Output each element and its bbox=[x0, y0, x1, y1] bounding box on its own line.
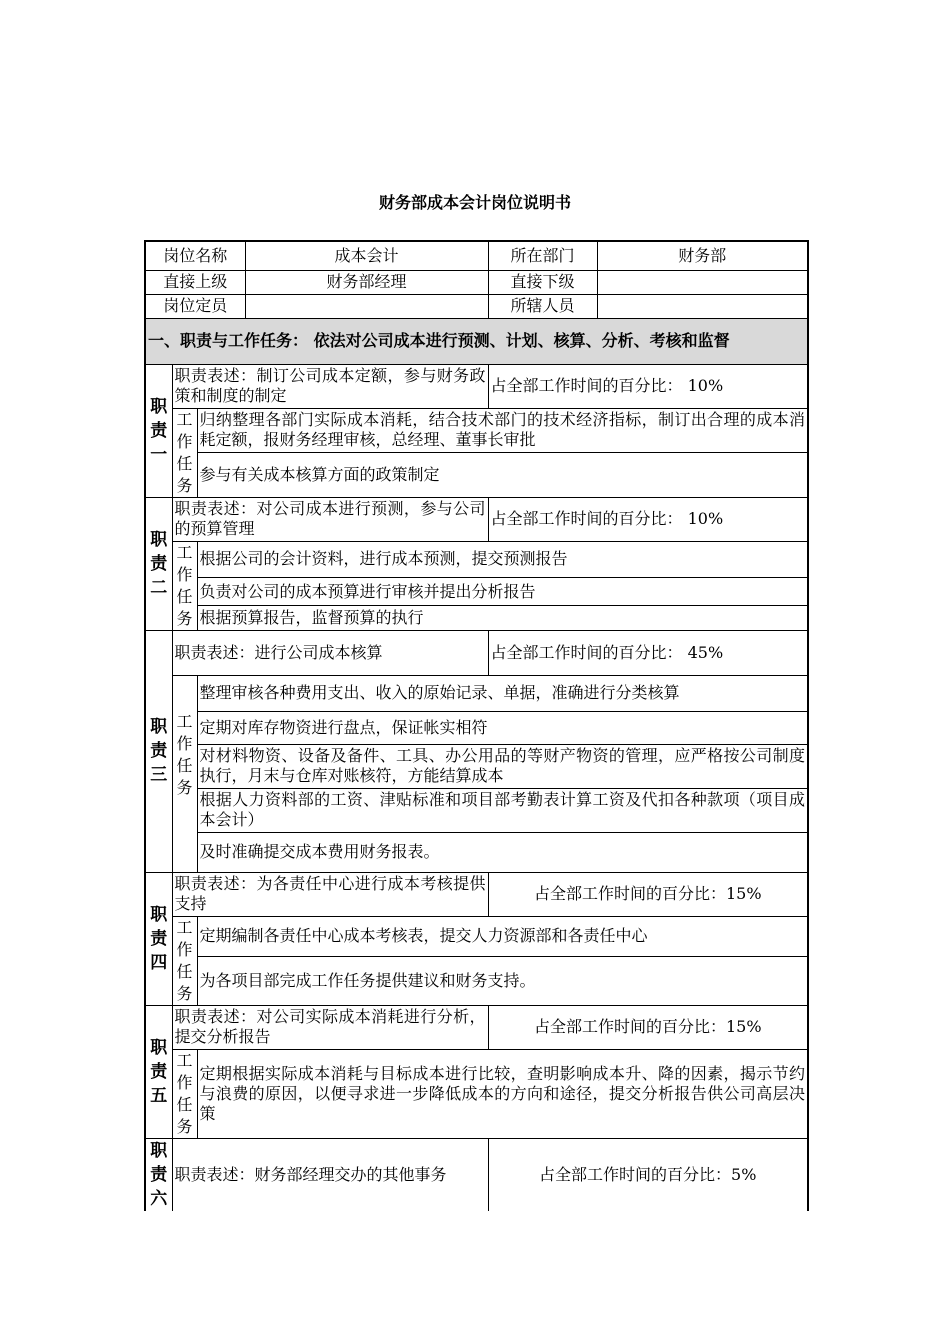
duty-label: 职责六 bbox=[145, 1138, 172, 1211]
info-row bbox=[145, 270, 808, 294]
duty-description: 职责表述：对公司成本进行预测，参与公司的预算管理 bbox=[172, 497, 488, 541]
duty-label: 职责三 bbox=[145, 630, 172, 872]
duty-percentage: 占全部工作时间的百分比： 10% bbox=[488, 497, 808, 541]
job-description-table bbox=[144, 240, 809, 1211]
label-direct-superior: 直接上级 bbox=[145, 270, 245, 294]
duty-description-row bbox=[145, 630, 808, 675]
task-row bbox=[145, 541, 808, 578]
task-item: 负责对公司的成本预算进行审核并提出分析报告 bbox=[197, 578, 808, 606]
info-row bbox=[145, 294, 808, 318]
task-item: 根据预算报告，监督预算的执行 bbox=[197, 605, 808, 630]
label-department: 所在部门 bbox=[488, 241, 597, 270]
duty-description-row bbox=[145, 872, 808, 916]
task-row bbox=[145, 832, 808, 872]
duty-percentage: 占全部工作时间的百分比： 10% bbox=[488, 364, 808, 408]
duty-percentage: 占全部工作时间的百分比：5% bbox=[488, 1138, 808, 1211]
info-row bbox=[145, 241, 808, 270]
task-label: 工作任务 bbox=[172, 1049, 197, 1138]
duty-percentage: 占全部工作时间的百分比：15% bbox=[488, 872, 808, 916]
task-row bbox=[145, 788, 808, 832]
task-row bbox=[145, 744, 808, 788]
task-row bbox=[145, 711, 808, 744]
duty-percentage: 占全部工作时间的百分比：15% bbox=[488, 1005, 808, 1049]
section-heading-row bbox=[145, 318, 808, 364]
task-label: 工作任务 bbox=[172, 541, 197, 630]
label-direct-subordinate: 直接下级 bbox=[488, 270, 597, 294]
value-subordinates bbox=[597, 294, 808, 318]
duty-description: 职责表述：制订公司成本定额，参与财务政策和制度的制定 bbox=[172, 364, 488, 408]
task-item: 整理审核各种费用支出、收入的原始记录、单据，准确进行分类核算 bbox=[197, 675, 808, 711]
task-item: 根据公司的会计资料，进行成本预测，提交预测报告 bbox=[197, 541, 808, 578]
duty-description-row bbox=[145, 1138, 808, 1211]
label-position-name: 岗位名称 bbox=[145, 241, 245, 270]
label-subordinates: 所辖人员 bbox=[488, 294, 597, 318]
task-row bbox=[145, 1049, 808, 1138]
duty-description-row bbox=[145, 497, 808, 541]
task-row bbox=[145, 956, 808, 1005]
duty-label: 职责五 bbox=[145, 1005, 172, 1138]
task-row bbox=[145, 675, 808, 711]
task-row bbox=[145, 408, 808, 453]
task-item: 根据人力资料部的工资、津贴标准和项目部考勤表计算工资及代扣各种款项（项目成本会计） bbox=[197, 788, 808, 832]
value-department: 财务部 bbox=[597, 241, 808, 270]
task-item: 参与有关成本核算方面的政策制定 bbox=[197, 453, 808, 498]
duty-label: 职责一 bbox=[145, 364, 172, 497]
document-title: 财务部成本会计岗位说明书 bbox=[378, 193, 571, 212]
duty-label: 职责二 bbox=[145, 497, 172, 630]
duty-description: 职责表述：进行公司成本核算 bbox=[172, 630, 488, 675]
task-label: 工作任务 bbox=[172, 916, 197, 1005]
label-headcount: 岗位定员 bbox=[145, 294, 245, 318]
duty-description: 职责表述：为各责任中心进行成本考核提供支持 bbox=[172, 872, 488, 916]
duty-percentage: 占全部工作时间的百分比： 45% bbox=[488, 630, 808, 675]
task-item: 定期编制各责任中心成本考核表，提交人力资源部和各责任中心 bbox=[197, 916, 808, 956]
section-heading: 一、职责与工作任务： 依法对公司成本进行预测、计划、核算、分析、考核和监督 bbox=[145, 318, 808, 364]
duty-description-row bbox=[145, 364, 808, 408]
duty-description-row bbox=[145, 1005, 808, 1049]
task-item: 归纳整理各部门实际成本消耗，结合技术部门的技术经济指标，制订出合理的成本消耗定额，报财务经理审核，总经理、董事长审批 bbox=[197, 408, 808, 453]
value-position-name: 成本会计 bbox=[245, 241, 488, 270]
value-direct-superior: 财务部经理 bbox=[245, 270, 488, 294]
task-item: 为各项目部完成工作任务提供建议和财务支持。 bbox=[197, 956, 808, 1005]
duty-label: 职责四 bbox=[145, 872, 172, 1005]
task-row bbox=[145, 605, 808, 630]
value-headcount bbox=[245, 294, 488, 318]
task-item: 定期对库存物资进行盘点，保证帐实相符 bbox=[197, 711, 808, 744]
task-row bbox=[145, 578, 808, 606]
duty-description: 职责表述：对公司实际成本消耗进行分析，提交分析报告 bbox=[172, 1005, 488, 1049]
task-label: 工作任务 bbox=[172, 408, 197, 497]
duty-description: 职责表述：财务部经理交办的其他事务 bbox=[172, 1138, 488, 1211]
task-item: 对材料物资、设备及备件、工具、办公用品的等财产物资的管理，应严格按公司制度执行，月末与仓库对账核符，方能结算成本 bbox=[197, 744, 808, 788]
task-label: 工作任务 bbox=[172, 711, 197, 872]
task-row bbox=[145, 453, 808, 498]
task-item: 及时准确提交成本费用财务报表。 bbox=[197, 832, 808, 872]
task-row bbox=[145, 916, 808, 956]
task-item: 定期根据实际成本消耗与目标成本进行比较，查明影响成本升、降的因素，揭示节约与浪费的原因，以便寻求进一步降低成本的方向和途径，提交分析报告供公司高层决策 bbox=[197, 1049, 808, 1138]
value-direct-subordinate bbox=[597, 270, 808, 294]
